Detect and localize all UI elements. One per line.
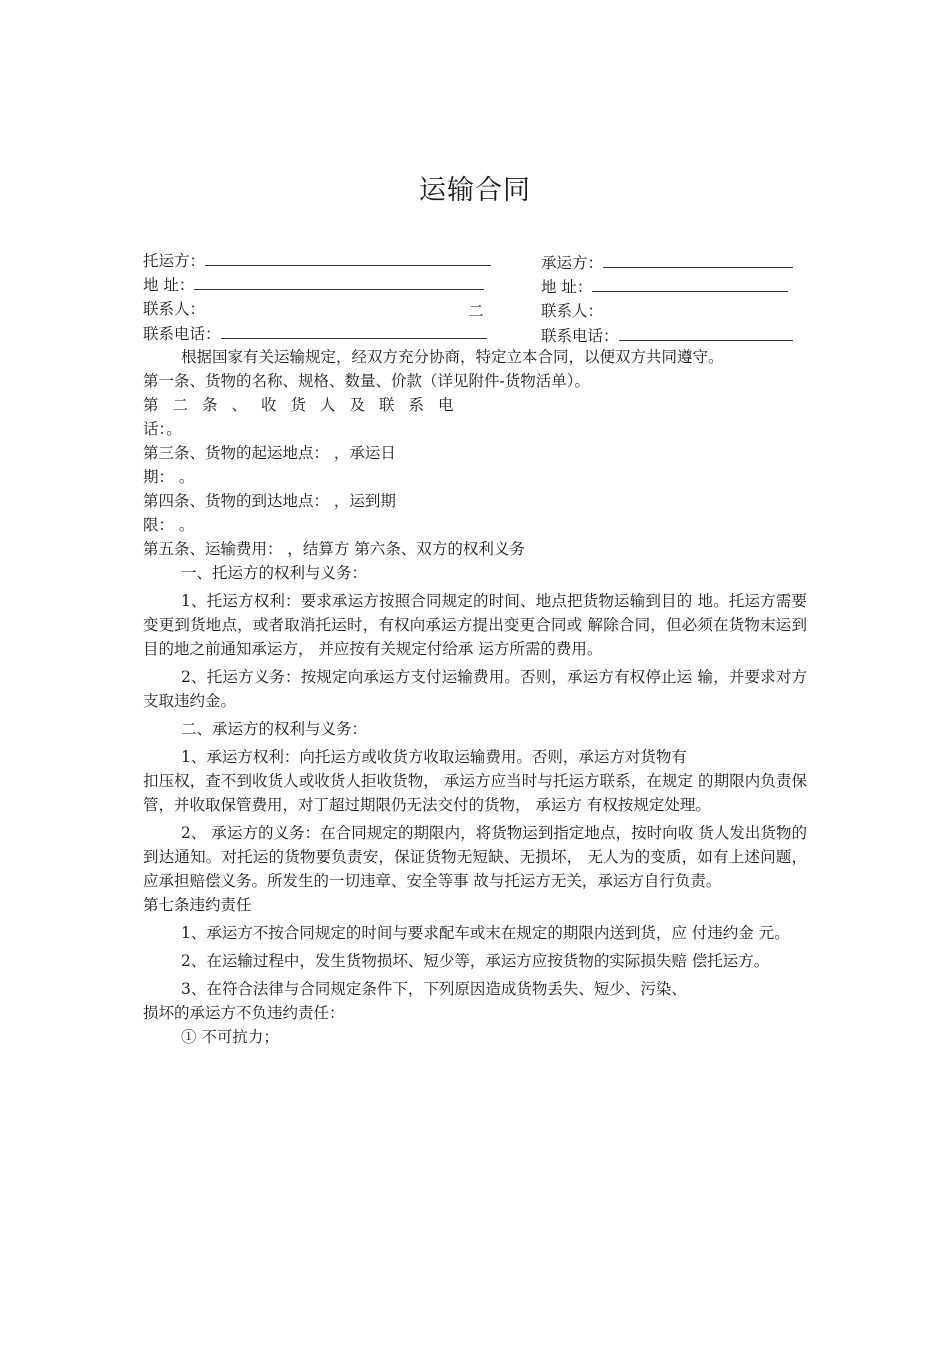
section-1-heading: 一、托运方的权利与义务： [181,564,368,582]
section-2-heading: 二、承运方的权利与义务： [181,720,368,738]
article-7-item-1: ① 不可抗力； [181,1028,279,1046]
contact-label-right: 联系人： [541,302,604,320]
contact-label-left: 联系人： [143,300,206,318]
article-3-line2: 期： 。 [143,468,195,486]
intro-paragraph: 根据国家有关运输规定，经双方充分协商，特定立本合同，以便双方共同遵守。 [181,348,724,366]
article-2-line1: 第二条、收货人及联系电 [143,396,468,414]
section-2-paragraph-2: 2、 承运方的义务：在合同规定的期限内，将货物运到指定地点，按时向收 货人发出货物的到达通知。对托运的货物要负责安，保证货物无短缺、无损坏， 无人为的变质，如有上述问题，应承担赔偿义务。所发生的一切违章、安全等事 故与托运方无关，承运方自行负责。 [143,824,807,890]
phone-blank-left[interactable] [221,324,487,339]
document-title: 运输合同 [419,175,531,206]
phone-label-left: 联系电话： [143,325,221,343]
article-1: 第一条、货物的名称、规格、数量、价款（详见附件-货物活单）。 [143,372,590,390]
article-4-line2: 限： 。 [143,516,195,534]
contract-body [143,345,807,1049]
section-1-paragraph-2: 2、托运方义务：按规定向承运方支付运输费用。否则，承运方有权停止运 输，并要求对方支取违约金。 [143,668,807,710]
address-label-left: 地 址： [143,276,195,294]
article-2-line2: 话：。 [143,420,182,438]
article-7-paragraph-2: 2、在运输过程中，发生货物损坏、短少等，承运方应按货物的实际损失赔 偿托运方。 [181,952,770,970]
article-7-paragraph-1: 1、承运方不按合同规定的时间与要求配车或末在规定的期限内送到货，应 付违约金 元。 [181,924,790,942]
shipper-row [143,249,491,273]
section-2-paragraph-1-rest: 扣压权，查不到收货人或收货人拒收货物， 承运方应当时与托运方联系，在规定 的期限内负责保管，并收取保管费用，对丁超过期限仍无法交付的货物， 承运方 有权按规定处理。 [143,772,807,814]
contact-row-left [143,297,205,321]
carrier-blank[interactable] [603,253,793,268]
phone-row-left [143,322,487,346]
shipper-label: 托运方： [143,252,206,270]
contact-mark: 二 [468,302,484,320]
address-label-right: 地 址： [541,278,593,296]
article-7-paragraph-3-line2: 损坏的承运方不负违约责任： [143,1004,345,1022]
shipper-blank[interactable] [205,251,491,266]
article-5: 第五条、运输费用： ，结算方 第六条、双方的权利义务 [143,540,525,558]
contact-row-right [541,299,603,323]
article-7-paragraph-3-line1: 3、在符合法律与合同规定条件下，下列原因造成货物丢失、短少、污染、 [181,980,687,998]
carrier-row [541,251,793,275]
address-blank-left[interactable] [194,275,484,290]
address-blank-right[interactable] [592,277,788,292]
article-4-line1: 第四条、货物的到达地点： ，运到期 [143,492,396,510]
section-2-paragraph-1-line1: 1、承运方权利：向托运方或收货方收取运输费用。否则，承运方对货物有 [181,748,687,766]
article-7-heading: 第七条违约责任 [143,896,252,914]
address-row-left [143,273,484,297]
phone-blank-right[interactable] [619,326,793,341]
carrier-label: 承运方： [541,254,604,272]
phone-label-right: 联系电话： [541,327,619,345]
address-row-right [541,275,788,299]
article-3-line1: 第三条、货物的起运地点： ，承运日 [143,444,396,462]
section-1-paragraph-1: 1、托运方权利：要求承运方按照合同规定的时间、地点把货物运输到目的 地。托运方需要变更到货地点，或者取消托运时，有权向承运方提出变更合同或 解除合同，但必须在货物末运到目的地之前通知承运方， 并应按有关规定付给承 运方所需的费用。 [143,592,807,658]
